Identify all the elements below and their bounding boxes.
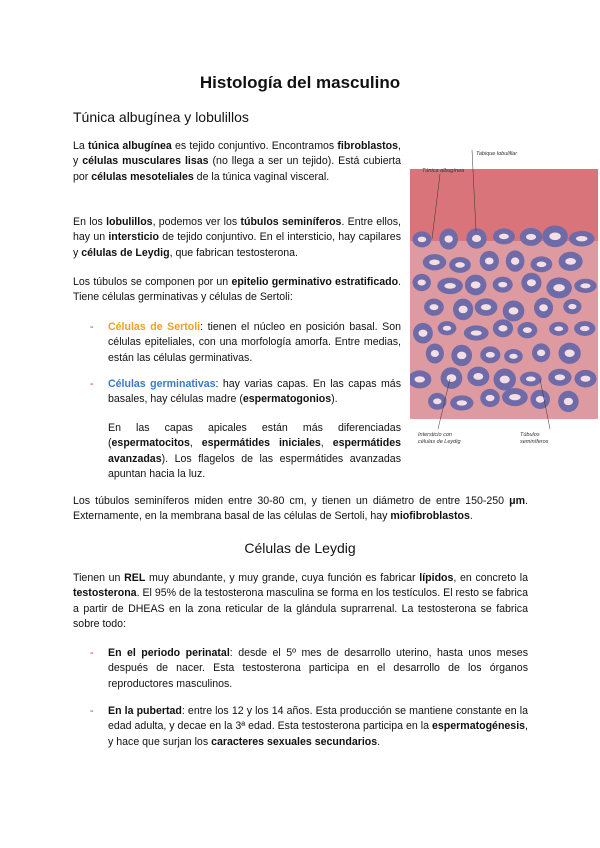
text-run: , podemos ver los xyxy=(152,216,241,228)
term-intersticio: intersticio xyxy=(108,231,159,244)
text-run: , xyxy=(189,437,202,450)
tubule-lumen xyxy=(429,259,440,265)
term-germinativas: Células germinativas xyxy=(108,378,216,390)
tubule-lumen xyxy=(565,350,575,357)
tubule-lumen xyxy=(430,304,439,310)
text-run: : hay varias capas. En las capas más basales, hay células madre ( xyxy=(108,378,401,406)
term-lipidos: lípidos xyxy=(419,572,454,584)
term-espermatides-avanzadas: espermátides avanzadas xyxy=(108,437,401,465)
paragraph-tunica xyxy=(73,139,401,185)
term-fibroblastos: fibroblastos xyxy=(337,140,399,152)
tubule-lumen xyxy=(539,304,548,311)
tubule-lumen xyxy=(414,376,424,382)
tubule-lumen xyxy=(485,257,494,264)
tubule-lumen xyxy=(447,374,457,382)
text-run: Tienen un xyxy=(73,572,125,584)
page-title: Histología del masculino xyxy=(199,73,401,92)
tubule-lumen xyxy=(564,398,573,405)
text-run: . Entre ellos, hay un xyxy=(73,216,402,244)
tubule-lumen xyxy=(537,350,545,357)
tubule-lumen xyxy=(555,374,565,380)
term-espermatogenesis: espermatogénesis xyxy=(432,720,526,733)
term-rel: REL xyxy=(124,572,146,584)
term-espermatides-iniciales: espermátides iniciales xyxy=(201,437,321,450)
label-intersticio-line2: células de Leydig xyxy=(418,439,461,445)
tubule-lumen xyxy=(554,326,563,331)
tubule-lumen xyxy=(580,326,590,331)
tubule-lumen xyxy=(509,394,521,400)
term-miofibroblastos: miofibroblastos xyxy=(390,510,470,523)
text-run: . Tiene células germinativas y células de Sertoli: xyxy=(73,276,401,304)
term-tubulos: túbulos seminíferos xyxy=(240,216,342,228)
text-run: , que fabrican testosterona. xyxy=(169,246,298,259)
bullet-perinatal xyxy=(108,646,528,692)
term-mesoteliales: células mesoteliales xyxy=(91,170,194,183)
text-run: ). Los flagelos de las espermátides avanzadas apuntan hacia la luz. xyxy=(108,452,401,480)
tubule-lumen xyxy=(509,307,519,314)
tubule-lumen xyxy=(418,330,427,337)
term-tunica-albuginea: túnica albugínea xyxy=(87,140,172,152)
text-run: , y xyxy=(73,140,401,168)
tubule-lumen xyxy=(486,352,495,358)
paragraph-epitelio xyxy=(73,275,401,306)
tubule-lumen xyxy=(511,257,519,264)
tubule-lumen xyxy=(526,234,536,240)
bullet-germinativas xyxy=(108,377,401,408)
tubule-lumen xyxy=(498,282,507,288)
term-caracteres-sexuales: caracteres sexuales secundarios xyxy=(211,735,378,748)
term-epitelio: epitelio germinativo estratificado xyxy=(231,276,399,288)
tissue-section xyxy=(410,169,598,419)
text-run: : desde el 5º mes de desarrollo uterino, hasta unos meses después de nacer. Esta testosterona participa en el desarrollo de los órganos reproductores masculinos. xyxy=(108,647,528,690)
term-leydig: células de Leydig xyxy=(81,246,170,259)
term-pubertad: En la pubertad xyxy=(108,705,182,717)
text-run: En las capas apicales están más diferenciadas ( xyxy=(108,422,401,450)
histology-figure xyxy=(410,139,598,452)
text-run: : tienen el núcleo en posición basal. Son células epiteliales, con una morfología amorfa. Entre medias, están las células germinativas. xyxy=(108,321,401,364)
tubule-lumen xyxy=(444,235,452,242)
term-espermatogonios: espermatogonios xyxy=(242,393,332,406)
section-heading-tunica: Túnica albugínea y lobulillos xyxy=(73,109,249,125)
text-run: , en concreto la xyxy=(453,572,528,584)
tubule-lumen xyxy=(471,281,481,288)
tubule-lumen xyxy=(568,304,576,309)
bullet-dash: - xyxy=(90,705,94,717)
term-periodo-perinatal: En el periodo perinatal xyxy=(108,647,230,659)
term-celulas-musculares: células musculares lisas xyxy=(82,155,209,168)
tubule-lumen xyxy=(455,262,465,268)
tubule-lumen xyxy=(581,376,591,382)
term-testosterona: testosterona xyxy=(73,587,137,600)
tubule-lumen xyxy=(553,284,564,291)
label-tubulos-line1: Túbulos xyxy=(520,432,540,438)
text-run: . xyxy=(469,510,473,523)
tubule-lumen xyxy=(459,306,468,314)
tubule-lumen xyxy=(472,235,481,242)
label-tabique: Tabique lobulillar xyxy=(476,151,518,157)
text-run: . Externamente, en la membrana basal de las células de Sertoli, hay xyxy=(73,495,528,523)
tubule-lumen xyxy=(418,237,427,243)
text-run: Los túbulos se componen por un xyxy=(73,276,232,288)
term-sertoli: Células de Sertoli xyxy=(108,321,201,333)
tubule-lumen xyxy=(473,373,483,380)
term-espermatocitos: espermatocitos xyxy=(111,437,190,450)
text-run: de tejido conjuntivo. En el intersticio, hay capilares y xyxy=(73,231,401,259)
tubule-lumen xyxy=(536,396,545,403)
tubule-lumen xyxy=(526,376,536,381)
tubule-lumen xyxy=(443,326,451,331)
tubule-lumen xyxy=(527,279,536,286)
tubule-lumen xyxy=(580,283,590,288)
bullet-pubertad xyxy=(108,704,528,750)
bullet-dash: - xyxy=(90,378,94,390)
text-run: Los túbulos seminíferos miden entre 30-80 cm, y tienen un diámetro de entre 150-250 xyxy=(73,495,510,507)
section-heading-leydig: Células de Leydig xyxy=(244,540,356,556)
paragraph-medidas xyxy=(73,494,528,525)
tubule-lumen xyxy=(431,350,439,357)
tubule-lumen xyxy=(523,327,532,333)
tubule-lumen xyxy=(418,280,426,286)
tubule-lumen xyxy=(576,236,588,241)
tubule-lumen xyxy=(457,400,467,405)
text-run: . El 95% de la testosterona masculina se forma en los testículos. El resto se fabrica a partir de DHEAS en la zona reticular de la glándula suprarrenal. La testosterona se fabrica sobre todo: xyxy=(73,587,528,630)
text-run: muy abundante, y muy grande, cuya función es fabricar xyxy=(145,572,420,584)
text-run: : entre los 12 y los 14 años. Esta producción se mantiene constante en la edad adulta, y decae en la 3ª edad. Esta testosterona participa en la xyxy=(108,705,528,733)
text-run: ). xyxy=(331,393,338,406)
bullet-dash: - xyxy=(90,321,94,333)
paragraph-capas-apicales xyxy=(108,421,401,482)
tubule-lumen xyxy=(500,376,510,384)
tubule-lumen xyxy=(537,262,547,268)
paragraph-lobulillos xyxy=(73,215,401,261)
tubule-lumen xyxy=(481,304,491,310)
label-intersticio-line1: Intersticio con xyxy=(418,432,452,438)
unit-micrometre: μm xyxy=(509,495,526,507)
tubule-lumen xyxy=(565,258,576,265)
text-run: es tejido conjuntivo. Encontramos xyxy=(171,140,338,152)
tubule-lumen xyxy=(471,330,482,335)
text-run: La xyxy=(73,140,88,152)
tubule-lumen xyxy=(457,352,466,360)
tubule-lumen xyxy=(433,398,441,404)
label-tunica: Túnica albugínea xyxy=(422,168,465,174)
text-run: , y hace que surjan los xyxy=(108,720,528,748)
text-run: . xyxy=(377,735,381,748)
text-run: , xyxy=(320,437,333,450)
tubule-lumen xyxy=(499,234,509,240)
bullet-sertoli xyxy=(108,320,401,366)
label-tubulos-line2: seminíferos xyxy=(520,439,549,445)
text-run: En los xyxy=(73,216,107,228)
term-lobulillos: lobulillos xyxy=(106,216,153,228)
tubule-lumen xyxy=(509,354,517,359)
text-run: (no llega a ser un tejido). Está cubierta por xyxy=(73,155,401,183)
tubule-lumen xyxy=(444,283,456,289)
tubule-lumen xyxy=(486,395,495,401)
bullet-dash: - xyxy=(90,647,94,659)
tubule-lumen xyxy=(498,325,507,331)
text-run: de la túnica vaginal visceral. xyxy=(193,170,330,183)
tubule-lumen xyxy=(549,232,560,240)
paragraph-leydig xyxy=(73,571,528,632)
